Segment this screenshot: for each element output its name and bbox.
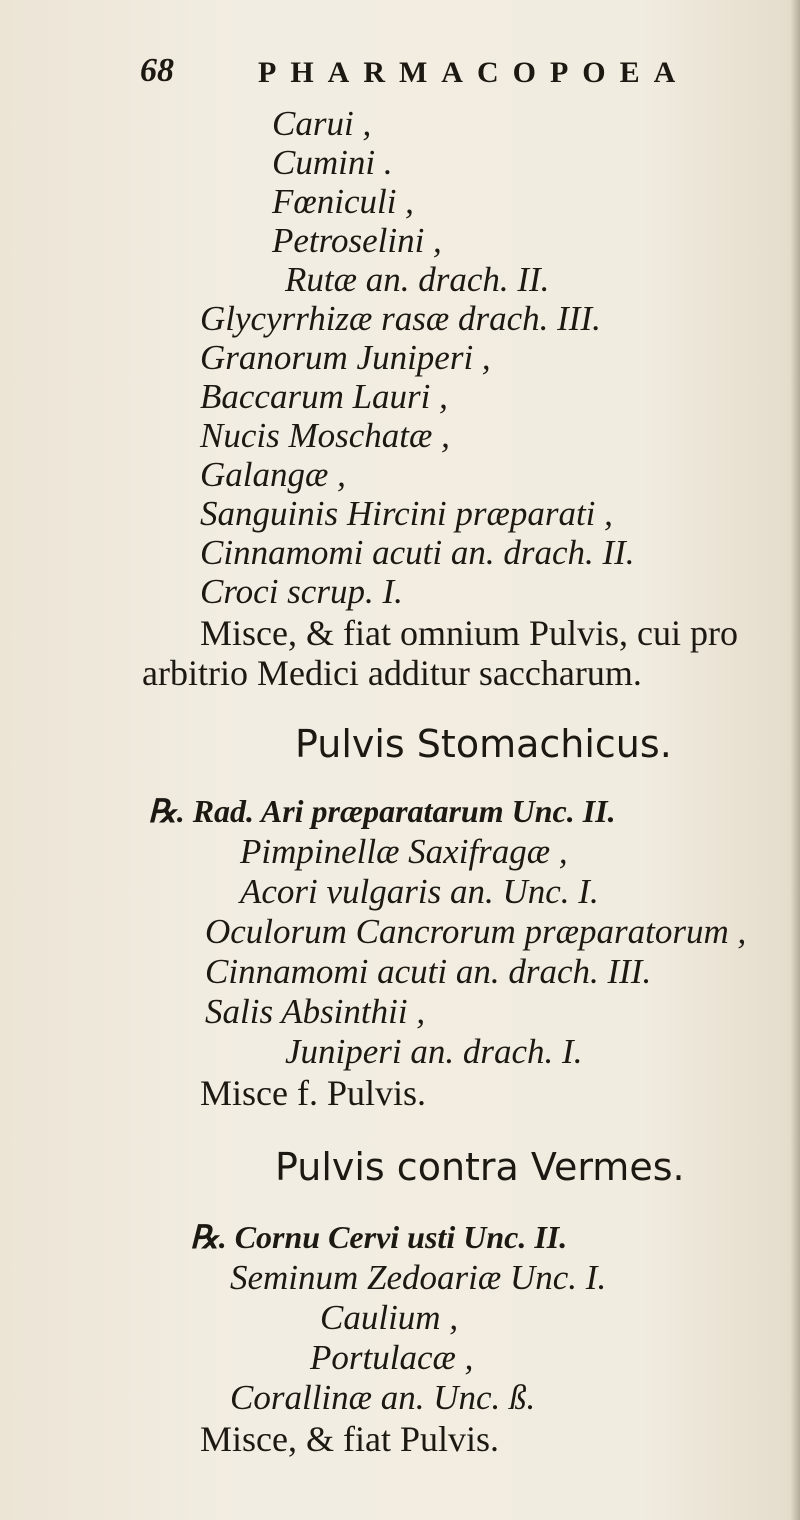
text-line: Salis Absinthii ,: [205, 992, 426, 1031]
text-line: Croci scrup. I.: [200, 572, 403, 611]
page-header: [140, 52, 700, 102]
text-line: Misce, & fiat Pulvis.: [200, 1419, 499, 1459]
text-line: Caulium ,: [320, 1298, 459, 1337]
text-line: Pimpinellæ Saxifragæ ,: [240, 832, 568, 871]
text-line: Galangæ ,: [200, 455, 346, 494]
text-line: Carui ,: [272, 104, 372, 143]
text-line: Seminum Zedoariæ Unc. I.: [230, 1258, 607, 1297]
text-line: Corallinæ an. Unc. ß.: [230, 1378, 536, 1417]
text-line: Misce, & fiat omnium Pulvis, cui pro: [200, 613, 738, 653]
text-line: Rutæ an. drach. II.: [285, 260, 550, 299]
text-line: Acori vulgaris an. Unc. I.: [240, 872, 599, 911]
text-line: Cinnamomi acuti an. drach. II.: [200, 533, 635, 572]
running-title: PHARMACOPOEA: [258, 56, 690, 89]
text-line: Sanguinis Hircini præparati ,: [200, 494, 613, 533]
section-heading: Pulvis contra Vermes.: [275, 1145, 685, 1189]
text-line: Granorum Juniperi ,: [200, 338, 491, 377]
section-heading: Pulvis Stomachicus.: [295, 722, 672, 766]
text-line: Baccarum Lauri ,: [200, 377, 448, 416]
page-edge-shadow: [790, 0, 800, 1520]
text-line: Cinnamomi acuti an. drach. III.: [205, 952, 652, 991]
text-line: Fœniculi ,: [272, 182, 414, 221]
text-line: Misce f. Pulvis.: [200, 1073, 427, 1113]
page-number: 68: [140, 52, 174, 89]
text-line: arbitrio Medici additur saccharum.: [142, 653, 642, 693]
text-line: Cumini .: [272, 143, 393, 182]
text-line: Nucis Moschatæ ,: [200, 416, 450, 455]
text-line: Juniperi an. drach. I.: [285, 1032, 583, 1071]
text-line: ℞. Cornu Cervi usti Unc. II.: [190, 1219, 568, 1255]
text-line: Glycyrrhizæ rasæ drach. III.: [200, 299, 601, 338]
text-line: ℞. Rad. Ari præparatarum Unc. II.: [148, 793, 616, 829]
text-line: Oculorum Cancrorum præparatorum ,: [205, 912, 747, 951]
text-line: Petroselini ,: [272, 221, 442, 260]
text-line: Portulacæ ,: [310, 1338, 474, 1377]
